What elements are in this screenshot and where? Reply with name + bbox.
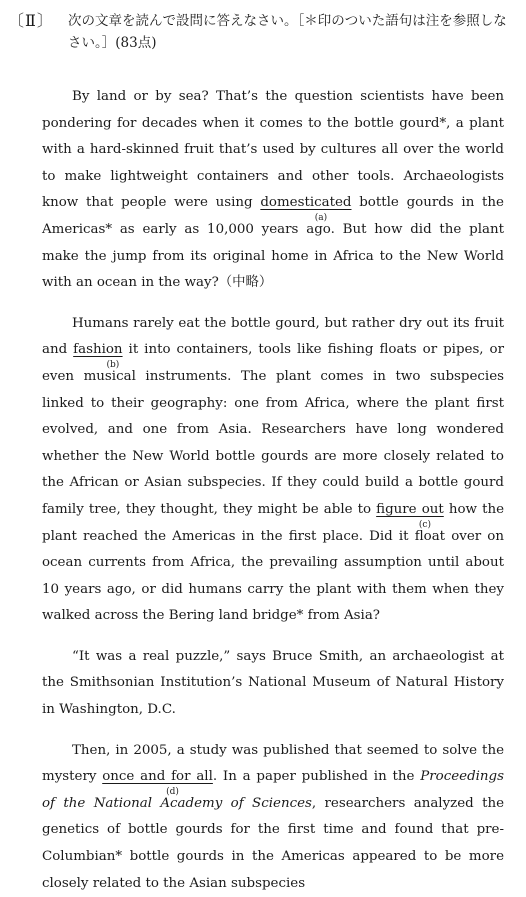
question-header xyxy=(8,10,518,54)
underlined-a: domesticated (a) xyxy=(260,195,352,224)
marker-a: (a) xyxy=(314,213,328,224)
marker-d: (d) xyxy=(166,787,179,798)
underlined-c: figure out (c) xyxy=(376,501,444,530)
passage xyxy=(42,84,504,897)
instruction-text: 次の文章を読んで設問に答えなさい。［＊印のついた語句は注を参照しなさい。］(83点) xyxy=(68,13,507,51)
paragraph-4: Then, in 2005, a study was published that seemed to solve the mystery once and for all (d) . In a paper published in the Proceedings of the National Academy of Sciences, researchers analyzed the genetics of bottle gourds for the first time and found that pre-Columbian* bottle gourds in the Americas appeared to be more closely related to the Asian subspecies xyxy=(42,742,504,891)
marker-b: (b) xyxy=(106,360,120,371)
paragraph-3: “It was a real puzzle,” says Bruce Smith, an archaeologist at the Smithsonian Institution’s National Museum of Natural History in Washington, D.C. xyxy=(42,648,504,718)
underlined-d: once and for all (d) xyxy=(102,769,213,798)
underlined-b: fashion (b) xyxy=(73,342,123,371)
paragraph-1: By land or by sea? That’s the question scientists have been pondering for decades when it comes to the bottle gourd*, a plant with a hard-skinned fruit that’s used by cultures all over the world to make lightweight containers and other tools. Archaeologists know that people were using domesticated (a) bottle gourds in the Americas* as early as 10,000 years ago. But how did the plant make the jump from its original home in Africa to the New World with an ocean in the way?（中略） xyxy=(42,89,504,291)
section-number: 〔Ⅱ〕 xyxy=(8,11,54,30)
paragraph-2: Humans rarely eat the bottle gourd, but rather dry out its fruit and fashion (b) it into containers, tools like fishing floats or pipes, or even musical instruments. The plant comes in two subspecies linked to their geography: one from Africa, where the plant first evolved, and one from Asia. Researchers have long wondered whether the New World bottle gourds are more closely related to the African or Asian subspecies. If they could build a bottle gourd family tree, they thought, they might be able to figure out (c) how the plant reached the Americas in the first place. Did it float over on ocean currents from Africa, the prevailing assumption until about 10 years ago, or did humans carry the plant with them when they walked across the Bering land bridge* from Asia? xyxy=(42,315,505,624)
journal-title: Proceedings of the National Academy of Sciences xyxy=(42,769,504,811)
marker-c: (c) xyxy=(418,519,431,530)
